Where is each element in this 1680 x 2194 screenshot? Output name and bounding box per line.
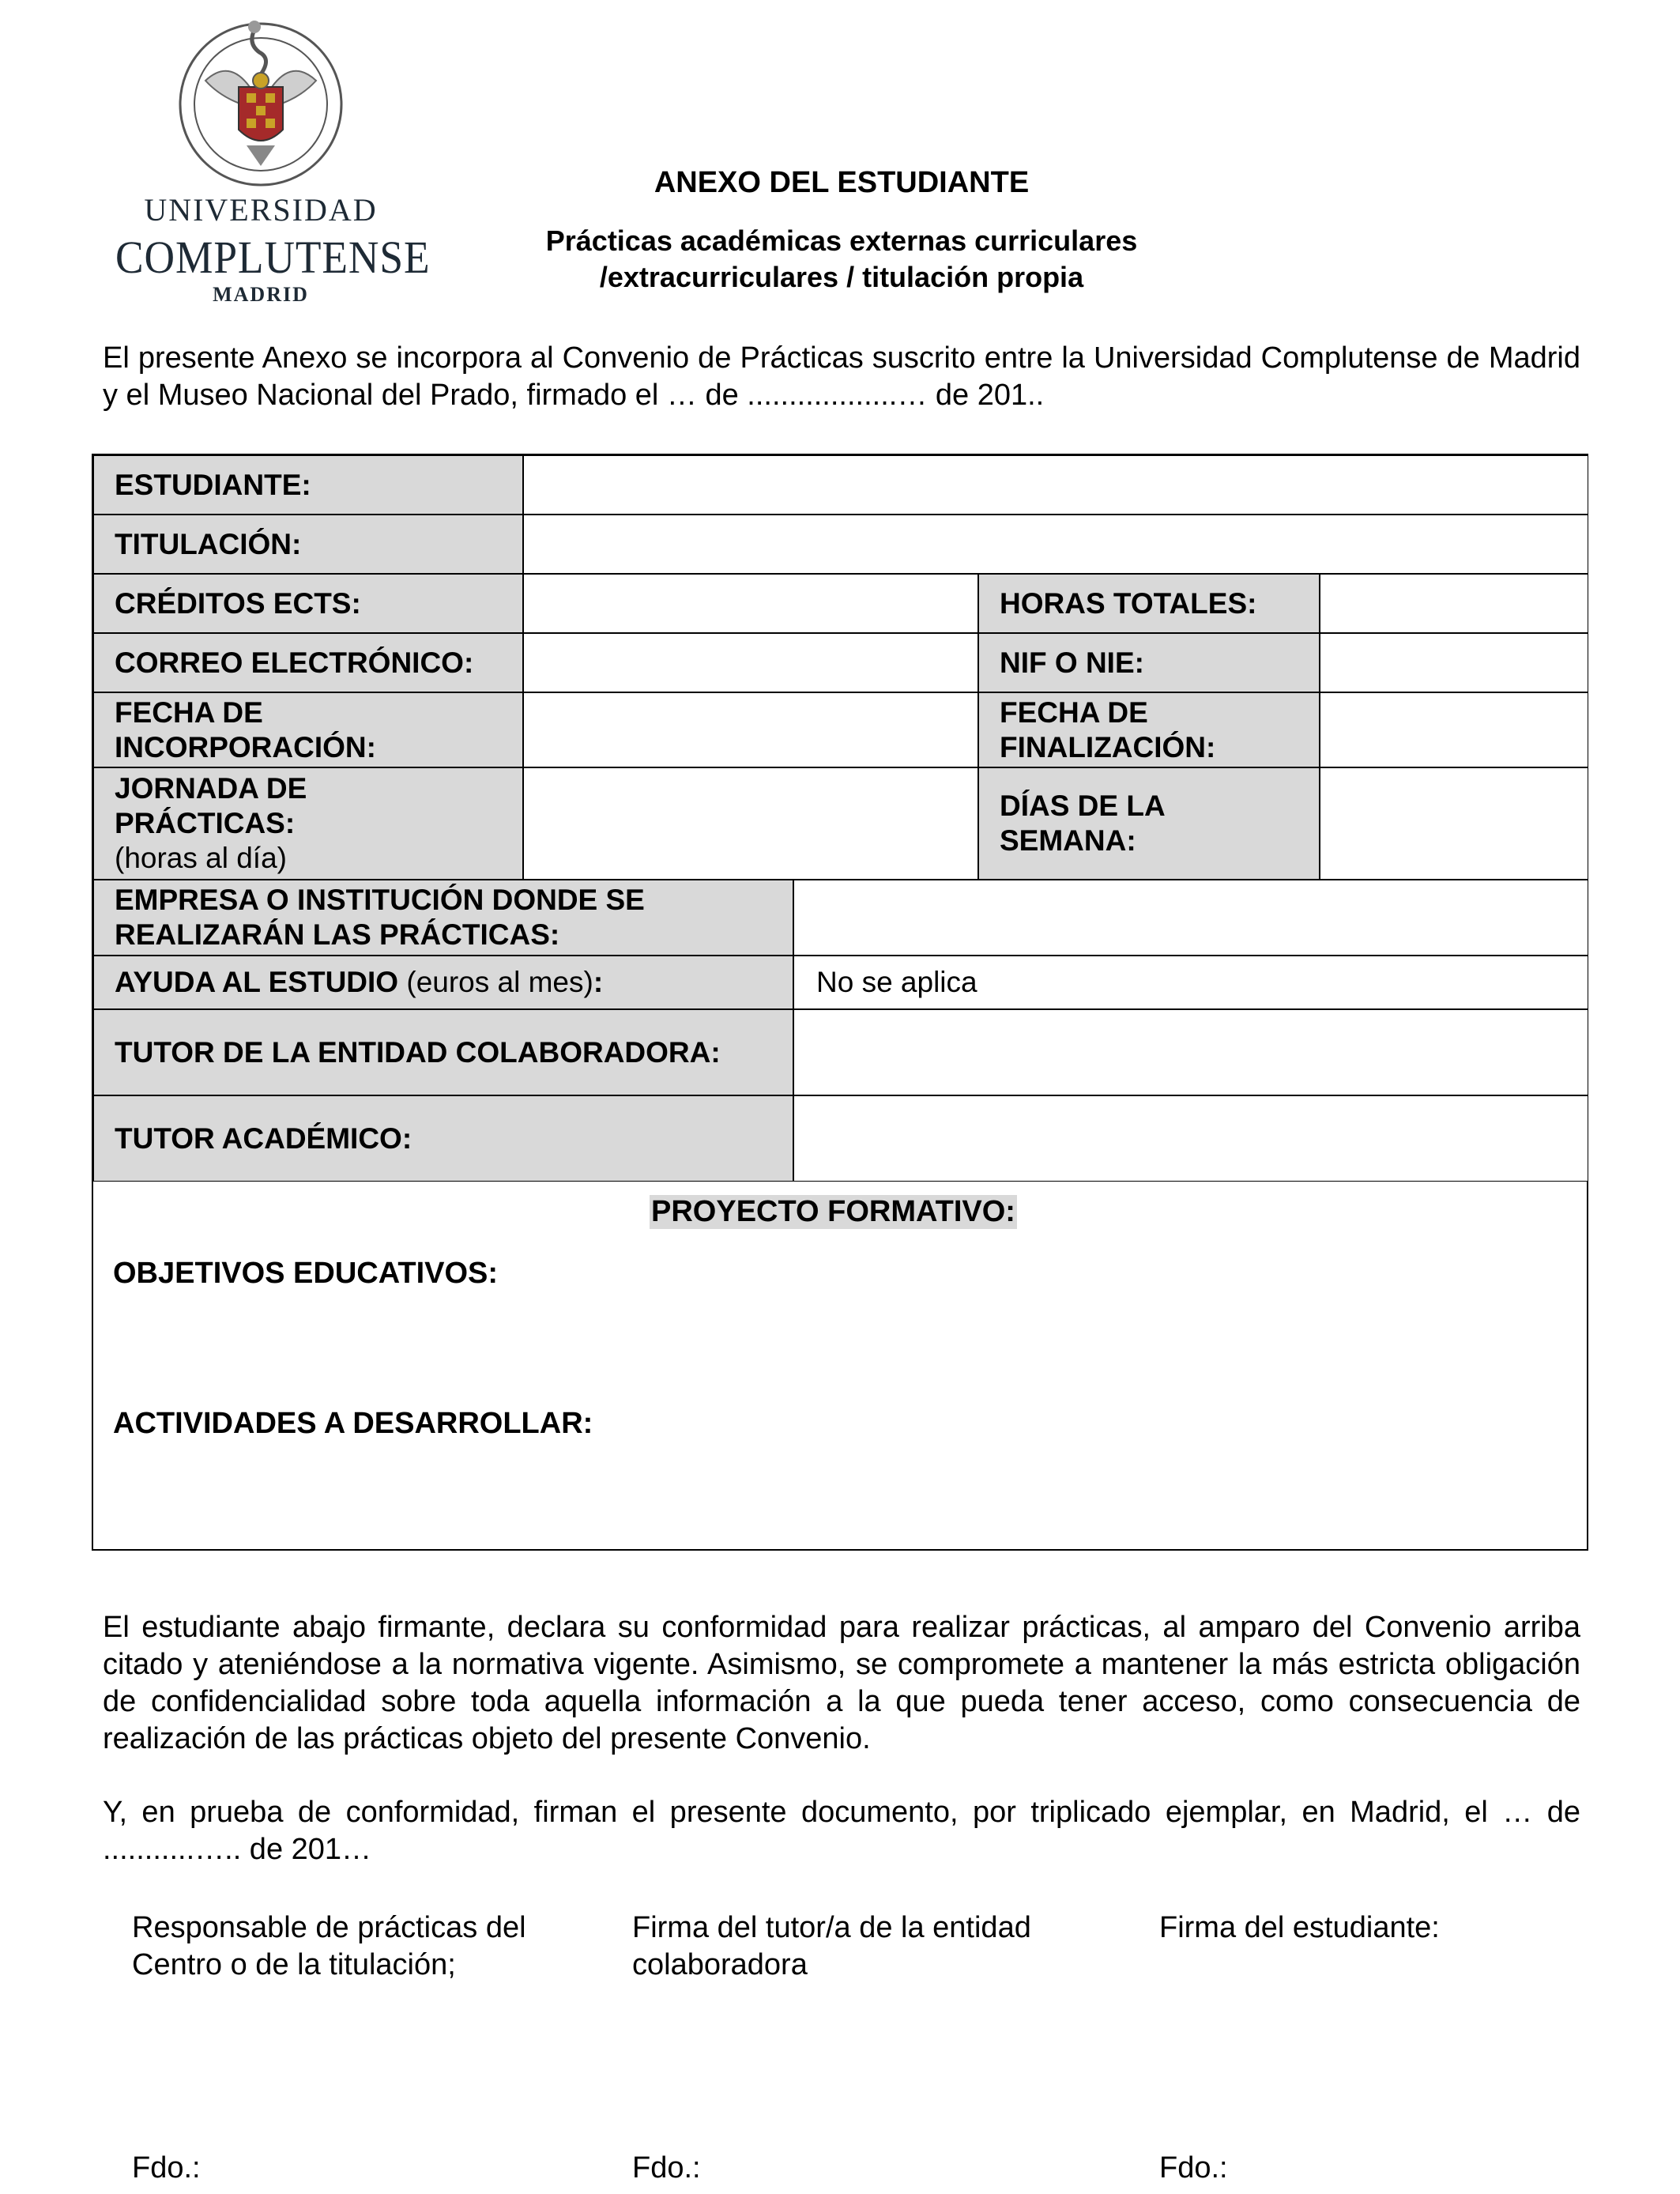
field-horas-totales[interactable] xyxy=(1320,574,1588,633)
label-creditos-ects: CRÉDITOS ECTS: xyxy=(93,574,523,633)
university-seal-icon xyxy=(174,11,348,189)
conformity-paragraph: Y, en prueba de conformidad, firman el presente documento, por triplicado ejemplar, en Madrid, el … de ...........….. de 201… xyxy=(103,1796,1580,1866)
label-ayuda-estudio: AYUDA AL ESTUDIO (euros al mes): xyxy=(93,956,793,1009)
label-tutor-academico: TUTOR ACADÉMICO: xyxy=(93,1095,793,1182)
field-creditos-ects[interactable] xyxy=(523,574,978,633)
field-dias-semana[interactable] xyxy=(1320,767,1588,880)
field-estudiante[interactable] xyxy=(523,455,1588,515)
label-fecha-incorporacion: FECHA DE INCORPORACIÓN: xyxy=(93,692,523,767)
proyecto-formativo-heading: PROYECTO FORMATIVO: xyxy=(651,1195,1015,1228)
label-dias-semana: DÍAS DE LA SEMANA: xyxy=(978,767,1320,880)
declaration-paragraph: El estudiante abajo firmante, declara su conformidad para realizar prácticas, al amparo del Convenio arriba citado y ateniéndose a la normativa vigente. Asimismo, se compromete a mantener la más estricta obligación de confidencialidad sobre toda aquella información a la que pueda tener acceso, como consecuencia de realización de las prácticas objeto del presente Convenio. xyxy=(103,1611,1580,1755)
field-nif-nie[interactable] xyxy=(1320,633,1588,692)
field-fecha-finalizacion[interactable] xyxy=(1320,692,1588,767)
label-jornada-practicas: JORNADA DE PRÁCTICAS: (horas al día) xyxy=(93,767,523,880)
fdo-estudiante: Fdo.: xyxy=(1159,2151,1228,2185)
field-titulacion[interactable] xyxy=(523,515,1588,574)
fdo-responsable: Fdo.: xyxy=(132,2151,201,2185)
university-logo xyxy=(103,11,431,306)
label-fecha-finalizacion: FECHA DE FINALIZACIÓN: xyxy=(978,692,1320,767)
signature-responsable-line2: Centro o de la titulación; xyxy=(132,1948,456,1981)
intro-paragraph: El presente Anexo se incorpora al Convenio de Prácticas suscrito entre la Universidad Complutense de Madrid y el Museo Nacional del Prado, firmado el … de ..................… de 201.. xyxy=(103,341,1580,412)
fdo-tutor: Fdo.: xyxy=(632,2151,701,2185)
logo-line-universidad: UNIVERSIDAD xyxy=(144,192,378,228)
objetivos-educativos-label: OBJETIVOS EDUCATIVOS: xyxy=(113,1257,499,1290)
label-correo-electronico: CORREO ELECTRÓNICO: xyxy=(93,633,523,692)
page-subtitle-line2: /extracurriculares / titulación propia xyxy=(599,261,1084,293)
student-form-table xyxy=(92,454,1588,1551)
field-tutor-entidad[interactable] xyxy=(793,1009,1588,1095)
signature-responsable-line1: Responsable de prácticas del xyxy=(132,1911,526,1944)
field-ayuda-estudio[interactable] xyxy=(793,956,1588,1009)
page-title: ANEXO DEL ESTUDIANTE xyxy=(654,166,1030,199)
field-tutor-academico[interactable] xyxy=(793,1095,1588,1182)
field-jornada-practicas[interactable] xyxy=(523,767,978,880)
signature-responsable xyxy=(132,1909,526,1984)
label-estudiante: ESTUDIANTE: xyxy=(93,455,523,515)
actividades-label: ACTIVIDADES A DESARROLLAR: xyxy=(113,1407,593,1440)
logo-line-madrid: MADRID xyxy=(213,283,309,306)
label-empresa-institucion: EMPRESA O INSTITUCIÓN DONDE SE REALIZARÁN LAS PRÁCTICAS: xyxy=(93,880,793,956)
logo-line-complutense: COMPLUTENSE xyxy=(115,232,431,283)
field-fecha-incorporacion[interactable] xyxy=(523,692,978,767)
signature-tutor-entidad xyxy=(632,1909,1031,1984)
signature-tutor-line2: colaboradora xyxy=(632,1948,808,1981)
signature-tutor-line1: Firma del tutor/a de la entidad xyxy=(632,1911,1031,1944)
ayuda-estudio-value: No se aplica xyxy=(816,966,977,998)
signature-estudiante xyxy=(1159,1909,1440,1947)
label-tutor-entidad: TUTOR DE LA ENTIDAD COLABORADORA: xyxy=(93,1009,793,1095)
signature-estudiante-line1: Firma del estudiante: xyxy=(1159,1911,1440,1944)
label-nif-nie: NIF O NIE: xyxy=(978,633,1320,692)
label-titulacion: TITULACIÓN: xyxy=(93,515,523,574)
label-horas-totales: HORAS TOTALES: xyxy=(978,574,1320,633)
page-subtitle-line1: Prácticas académicas externas curriculares xyxy=(545,224,1138,257)
field-correo-electronico[interactable] xyxy=(523,633,978,692)
field-empresa-institucion[interactable] xyxy=(793,880,1588,956)
